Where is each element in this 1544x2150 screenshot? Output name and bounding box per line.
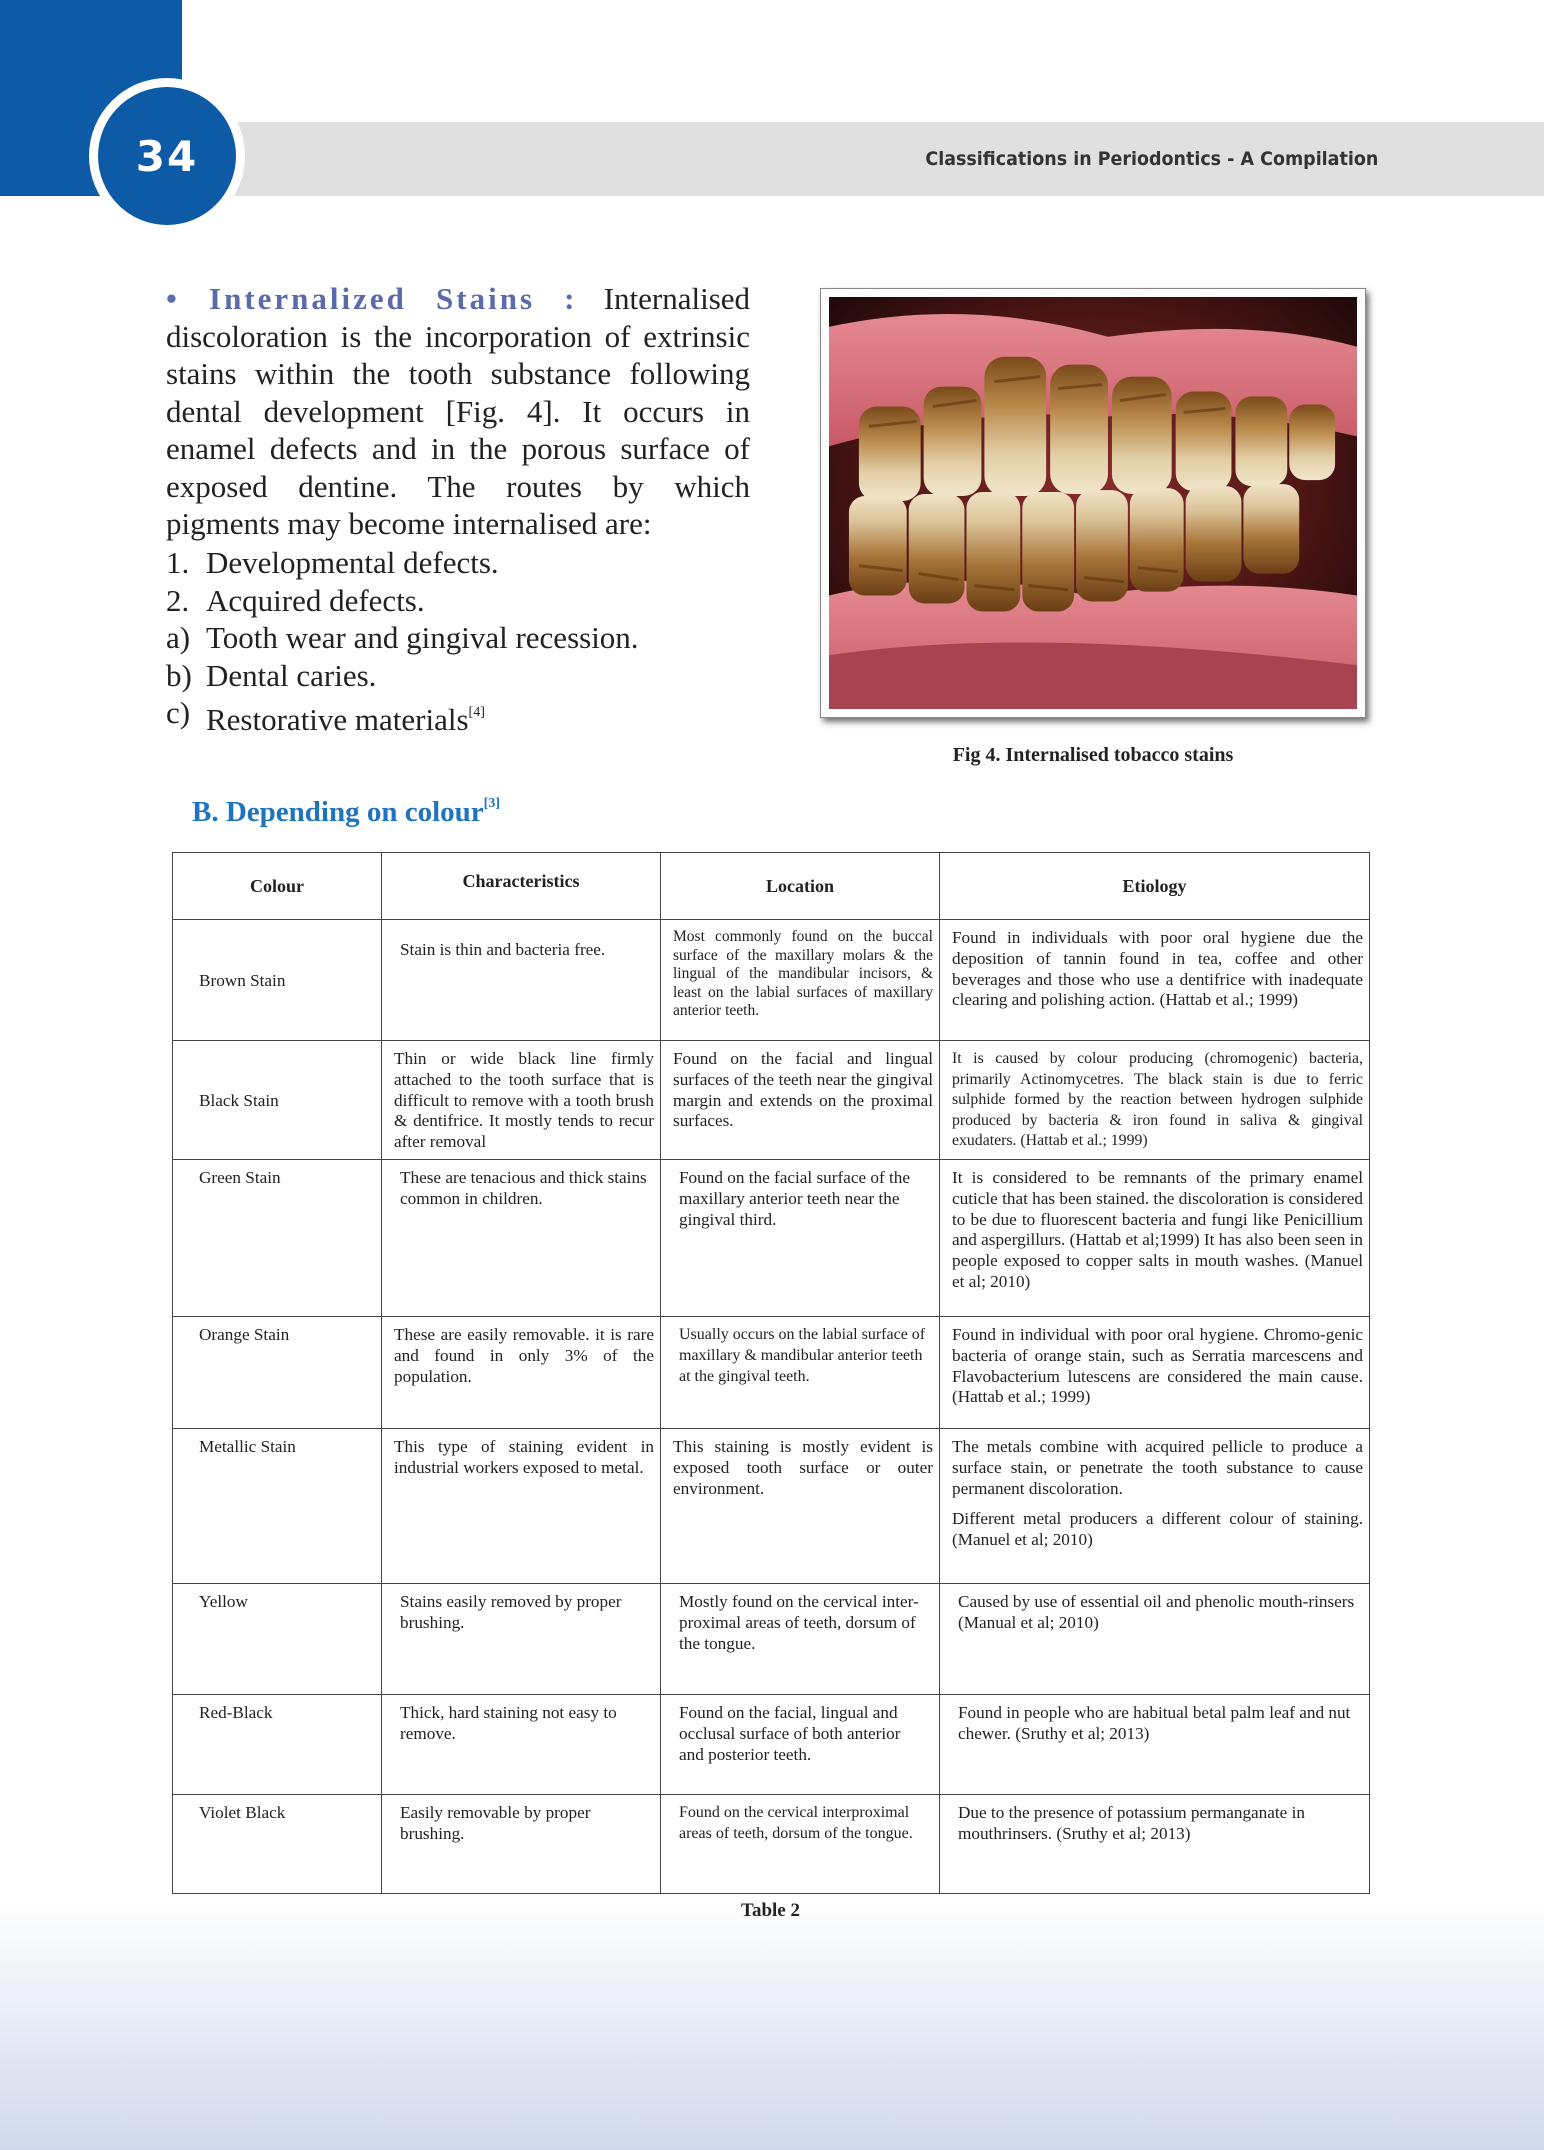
table-row [173,1584,1370,1695]
cell-etiology: Due to the presence of potassium permanganate in mouthrinsers. (Sruthy et al; 2013) [940,1795,1370,1894]
citation-ref: [3] [483,796,500,811]
header-colour: Colour [173,853,382,920]
cell-colour: Brown Stain [173,920,382,1041]
cell-characteristics: Easily removable by proper brushing. [382,1795,661,1894]
header-etiology: Etiology [940,853,1370,920]
cell-etiology: Found in people who are habitual betal palm leaf and nut chewer. (Sruthy et al; 2013) [940,1695,1370,1795]
table-row [173,1160,1370,1317]
tobacco-stained-teeth-photo [829,297,1357,709]
list-marker: b) [166,657,192,693]
cell-etiology: Found in individual with poor oral hygiene. Chromo-genic bacteria of orange stain, such as Serratia marcescens and Flavobacterium lutescens are considered the main cause. (Hattab et al.; 1999) [940,1317,1370,1429]
section-heading: B. Depending on colour[3] [192,796,500,828]
cell-location: Found on the cervical interproximal areas of teeth, dorsum of the tongue. [661,1795,940,1894]
cell-characteristics: These are easily removable. it is rare and found in only 3% of the population. [382,1317,661,1429]
cell-colour: Green Stain [173,1160,382,1317]
cell-characteristics: Stains easily removed by proper brushing. [382,1584,661,1695]
cell-colour: Red-Black [173,1695,382,1795]
list-text: Restorative materials[4] [206,702,485,737]
figure-caption: Fig 4. Internalised tobacco stains [952,744,1234,766]
intro-lead: • Internalized Stains : [166,281,578,316]
list-text: Acquired defects. [206,582,425,618]
cell-etiology [940,1429,1370,1584]
cell-location: Most commonly found on the buccal surface of the maxillary molars & the lingual of the mandibular incisors, & least on the labial surfaces of maxillary anterior teeth. [661,920,940,1041]
table-row [173,1695,1370,1795]
intro-paragraph [166,280,750,543]
intro-text: Internalised discoloration is the incorporation of extrinsic stains within the tooth substance following dental development [Fig. 4]. It occurs in enamel defects and in the porous surface of exposed dentine. The routes by which pigments may become internalised are: [166,281,751,541]
citation-ref: [4] [468,705,485,720]
list-text: Developmental defects. [206,545,499,580]
figure-photo [820,288,1366,718]
cell-location: Mostly found on the cervical inter-proximal areas of teeth, dorsum of the tongue. [661,1584,940,1695]
table-caption: Table 2 [741,1900,800,1921]
list-item [166,544,750,582]
table-header-row [173,853,1370,920]
cell-location: Found on the facial, lingual and occlusal surface of both anterior and posterior teeth. [661,1695,940,1795]
list-item [166,694,750,739]
cell-colour: Yellow [173,1584,382,1695]
list-item [166,657,750,695]
page-number: 34 [98,87,236,225]
running-title: Classifications in Periodontics - A Compilation [925,148,1378,170]
etiology-paragraph: The metals combine with acquired pellicle to produce a surface stain, or penetrate the tooth substance to cause permanent discoloration. [952,1437,1363,1498]
cell-location: This staining is mostly evident is exposed tooth surface or outer environment. [661,1429,940,1584]
table-row [173,1317,1370,1429]
list-marker: 2. [166,582,190,618]
header-characteristics: Characteristics [382,853,661,920]
list-marker: a) [166,620,191,655]
table-row [173,920,1370,1041]
cell-characteristics: These are tenacious and thick stains common in children. [382,1160,661,1317]
etiology-paragraph: Different metal producers a different colour of staining. (Manuel et al; 2010) [952,1509,1363,1550]
list-marker: c) [166,695,191,730]
table-row [173,1795,1370,1894]
table-row [173,1041,1370,1160]
cell-colour: Metallic Stain [173,1429,382,1584]
cell-characteristics: This type of staining evident in industrial workers exposed to metal. [382,1429,661,1584]
header-location: Location [661,853,940,920]
stain-colour-table [172,852,1370,1894]
list-text: Dental caries. [206,657,377,693]
cell-location: Found on the facial surface of the maxillary anterior teeth near the gingival third. [661,1160,940,1317]
cell-etiology: It is caused by colour producing (chromogenic) bacteria, primarily Actinomycetres. The black stain is due to ferric sulphide formed by the reaction between hydrogen sulphide produced by bacteria & iron found in saliva & gingival exudaters. (Hattab et al.; 1999) [940,1041,1370,1160]
cell-location: Usually occurs on the labial surface of maxillary & mandibular anterior teeth at the gingival teeth. [661,1317,940,1429]
cell-colour: Orange Stain [173,1317,382,1429]
cell-etiology: Caused by use of essential oil and phenolic mouth-rinsers (Manual et al; 2010) [940,1584,1370,1695]
list-text: Tooth wear and gingival recession. [206,620,639,655]
cell-colour: Black Stain [173,1041,382,1160]
cell-colour: Violet Black [173,1795,382,1894]
list-item [166,582,750,620]
cell-location: Found on the facial and lingual surfaces of the teeth near the gingival margin and extends on the proximal surfaces. [661,1041,940,1160]
cell-characteristics: Thin or wide black line firmly attached to the tooth surface that is difficult to remove with a tooth brush & dentifrice. It mostly tends to recur after removal [382,1041,661,1160]
list-marker: 1. [166,545,190,580]
cell-characteristics: Thick, hard staining not easy to remove. [382,1695,661,1795]
cell-etiology: Found in individuals with poor oral hygiene due the deposition of tannin found in tea, coffee and other beverages and those who use a dentifrice with inadequate clearing and polishing action. (Hattab et al.; 1999) [940,920,1370,1041]
cell-characteristics: Stain is thin and bacteria free. [382,920,661,1041]
pigment-routes-list [166,544,750,739]
cell-etiology: It is considered to be remnants of the primary enamel cuticle that has been stained. the discoloration is considered to be due to fluorescent bacteria and fungi like Penicillium and aspergillurs. (Hattab et al;1999) It has also been seen in people exposed to copper salts in mouth washes. (Manuel et al; 2010) [940,1160,1370,1317]
table-row [173,1429,1370,1584]
list-item [166,619,750,657]
